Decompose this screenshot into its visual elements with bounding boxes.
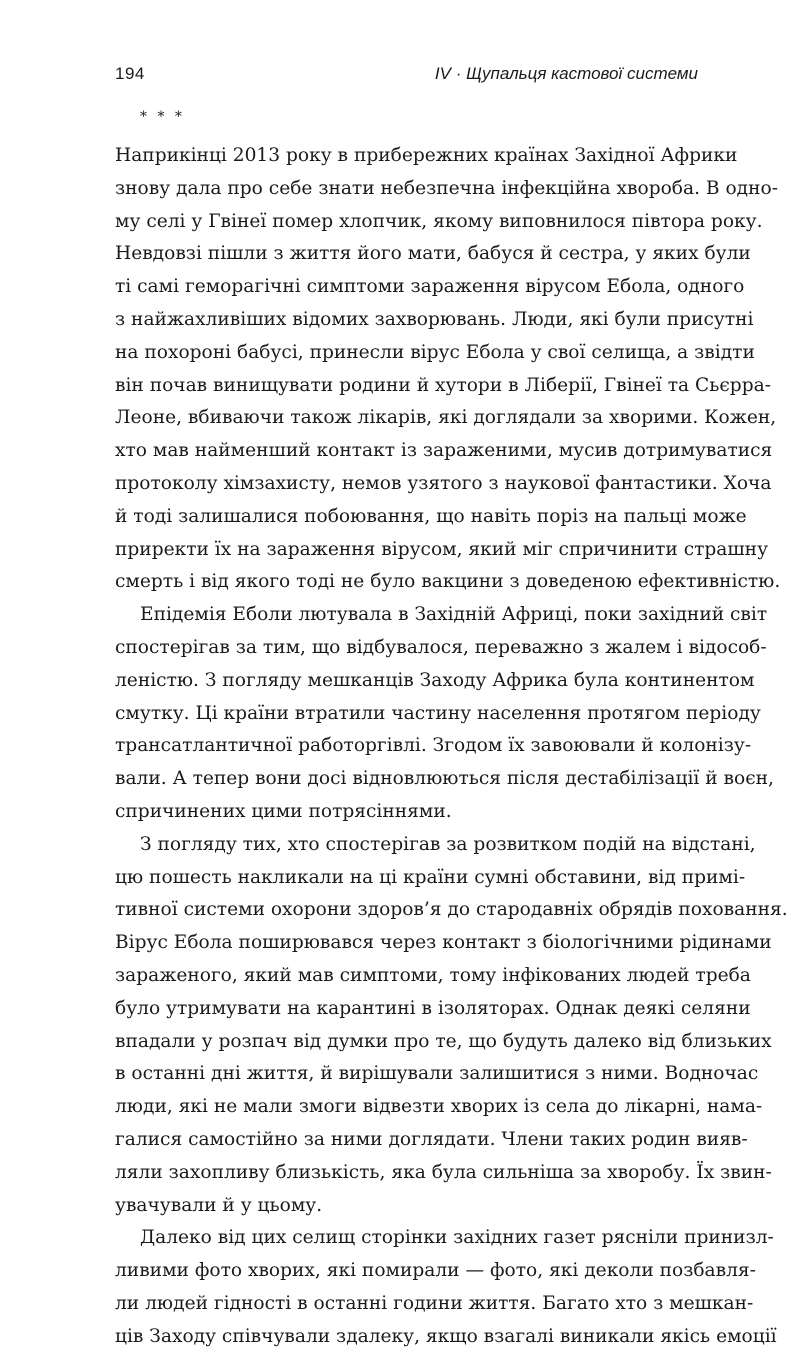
text-line: галися самостійно за ними доглядати. Члени таких родин вияв-: [115, 1128, 748, 1150]
text-line: він почав винищувати родини й хутори в Ліберії, Гвінеї та Сьєрра-: [115, 374, 771, 396]
text-line: цю пошесть накликали на ці країни сумні обставини, від примі-: [115, 866, 746, 888]
text-line: приректи їх на зараження вірусом, який міг спричинити страшну: [115, 538, 769, 560]
text-line: вали. А тепер вони досі відновлюються після дестабілізації й воєн,: [115, 768, 774, 790]
text-line: му селі у Гвінеї помер хлопчик, якому виповнилося півтора року.: [115, 210, 763, 232]
text-line: З погляду тих, хто спостерігав за розвитком подій на відстані,: [140, 833, 756, 855]
text-line: знову дала про себе знати небезпечна інфекційна хвороба. В одно-: [115, 177, 778, 199]
text-line: зараженого, який мав симптоми, тому інфікованих людей треба: [115, 964, 751, 986]
text-line: на похороні бабусі, принесли вірус Ебола у свої селища, а звідти: [115, 341, 755, 363]
paragraph: [115, 599, 774, 829]
text-line: увачували й у цьому.: [115, 1194, 323, 1216]
text-line: було утримувати на карантині в ізоляторах. Однак деякі селяни: [115, 997, 751, 1019]
text-line: ті самі геморагічні симптоми зараження вірусом Ебола, одного: [115, 276, 745, 298]
text-line: Вірус Ебола поширювався через контакт з біологічними рідинами: [115, 932, 772, 954]
section-separator: * * *: [140, 109, 185, 125]
text-line: смерть і від якого тоді не було вакцини з доведеною ефективністю.: [115, 571, 781, 593]
page-number: 194: [115, 64, 145, 83]
text-line: трансатлантичної работоргівлі. Згодом їх завоювали й колонізу-: [115, 735, 752, 757]
text-line: й тоді залишалися побоювання, що навіть поріз на пальці може: [115, 505, 747, 527]
text-line: спостерігав за тим, що відбувалося, переважно з жалем і відособ-: [115, 636, 767, 658]
text-line: ляли захопливу близькість, яка була сильніша за хворобу. Їх звин-: [115, 1161, 772, 1183]
text-line: Епідемія Еболи лютувала в Західній Африці, поки західний світ: [140, 604, 768, 626]
text-line: тивної системи охорони здоров’я до стародавніх обрядів поховання.: [115, 899, 788, 921]
text-line: Далеко від цих селищ сторінки західних газет рясніли принизл-: [140, 1227, 774, 1249]
text-line: спричинених цими потрясіннями.: [115, 800, 452, 822]
text-line: з найжахливіших відомих захворювань. Люди, які були присутні: [115, 308, 754, 330]
text-line: протоколу хімзахисту, немов узятого з наукової фантастики. Хоча: [115, 472, 772, 494]
page-header: [115, 64, 698, 84]
text-line: леністю. З погляду мешканців Заходу Африка була континентом: [115, 669, 755, 691]
text-line: впадали у розпач від думки про те, що будуть далеко від близьких: [115, 1030, 772, 1052]
body-text: [115, 140, 788, 1353]
paragraph: [115, 1222, 777, 1353]
text-line: Наприкінці 2013 року в прибережних країнах Західної Африки: [115, 145, 738, 166]
text-line: ли людей гідності в останні години життя. Багато хто з мешкан-: [115, 1292, 754, 1314]
running-head: IV · Щупальця кастової системи: [434, 64, 698, 83]
text-line: ливими фото хворих, які помирали — фото, які деколи позбавля-: [115, 1260, 756, 1282]
text-line: Леоне, вбиваючи також лікарів, які доглядали за хворими. Кожен,: [115, 407, 777, 429]
paragraph: [115, 140, 781, 599]
text-line: в останні дні життя, й вирішували залишитися з ними. Водночас: [115, 1063, 759, 1085]
text-line: смутку. Ці країни втратили частину населення протягом періоду: [115, 702, 761, 724]
text-line: ців Заходу співчували здалеку, якщо взагалі виникали якісь емоції: [115, 1325, 777, 1347]
text-line: люди, які не мали змоги відвезти хворих із села до лікарні, нама-: [115, 1096, 763, 1118]
text-line: хто мав найменший контакт із зараженими, мусив дотримуватися: [115, 440, 773, 462]
paragraph: [115, 829, 788, 1223]
text-line: Невдовзі пішли з життя його мати, бабуся й сестра, у яких були: [115, 243, 751, 265]
